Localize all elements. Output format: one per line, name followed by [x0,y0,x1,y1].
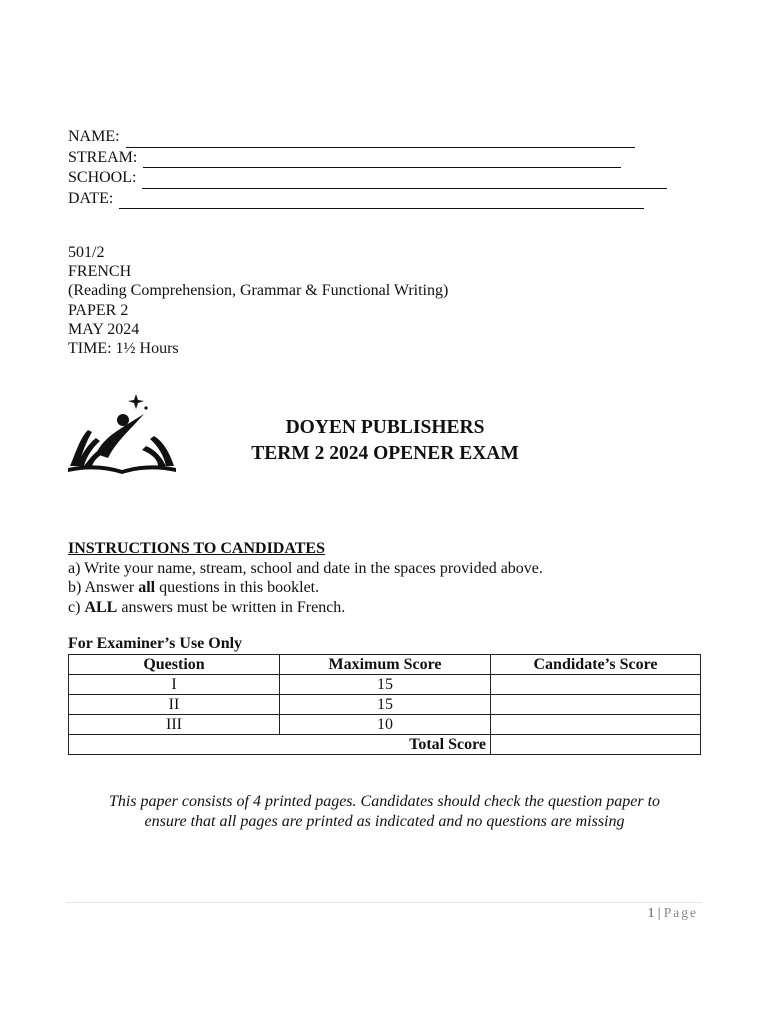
paper-number: PAPER 2 [68,301,129,319]
school-blank-line[interactable] [142,174,667,189]
instruction-c-text-end: answers must be written in French. [117,598,346,616]
name-field-row [68,127,667,148]
date-blank-line[interactable] [119,194,644,209]
candidate-score-cell[interactable] [491,675,701,695]
question-cell: II [69,695,280,715]
exam-title: TERM 2 2024 OPENER EXAM [251,443,519,464]
header-candidate-score: Candidate’s Score [491,655,701,675]
examiner-use-label: For Examiner’s Use Only [68,635,243,652]
table-row [69,715,701,735]
paper-info [68,243,448,358]
open-book-logo-icon [66,392,178,474]
page-count-note-line-1: This paper consists of 4 printed pages. Candidates should check the question paper to [108,793,661,810]
school-label: SCHOOL: [68,169,137,186]
instruction-a: a) Write your name, stream, school and date in the spaces provided above. [68,559,543,577]
instruction-c-text: c) [68,598,85,616]
header-maximum-score: Maximum Score [280,655,491,675]
page-number-value: 1 [647,905,655,920]
stream-field-row [68,148,667,169]
total-row [69,735,701,755]
date-field-row [68,189,667,210]
instruction-b [68,578,543,598]
instruction-c [68,598,543,618]
footer-divider [66,902,702,903]
date-label: DATE: [68,189,114,207]
paper-code: 501/2 [68,244,105,261]
total-score-cell[interactable] [491,735,701,755]
candidate-score-cell[interactable] [491,695,701,715]
stream-label: STREAM: [68,148,138,166]
paper-month: MAY 2024 [68,320,140,338]
page-number-separator: | [657,905,661,920]
publisher-title: DOYEN PUBLISHERS [285,417,485,438]
candidate-details [68,127,667,209]
instruction-b-text: b) Answer [68,579,139,596]
max-score-cell: 15 [280,695,491,715]
max-score-cell: 15 [280,675,491,695]
page-count-note [68,792,701,832]
header-question: Question [69,655,280,675]
school-field-row [68,168,667,189]
instruction-b-text-end: questions in this booklet. [155,579,320,596]
score-table [68,654,701,755]
max-score-cell: 10 [280,715,491,735]
instruction-b-emphasis: all [138,579,156,596]
page-number-word: Page [663,905,698,920]
total-score-label: Total Score [69,735,491,755]
table-row [69,675,701,695]
page-count-note-line-2: ensure that all pages are printed as indicated and no questions are missing [144,813,625,830]
paper-description: (Reading Comprehension, Grammar & Functional Writing) [68,282,449,300]
paper-time: TIME: 1½ Hours [68,340,179,358]
table-row [69,695,701,715]
instructions-section [68,539,543,617]
name-blank-line[interactable] [126,133,635,148]
question-cell: III [69,715,280,735]
name-label: NAME: [68,128,120,145]
stream-blank-line[interactable] [143,153,621,168]
paper-subject: FRENCH [68,263,132,281]
page-number [648,905,698,921]
score-table-header [69,655,701,675]
instruction-c-emphasis: ALL [84,598,118,616]
candidate-score-cell[interactable] [491,715,701,735]
question-cell: I [69,675,280,695]
exam-titles [230,415,540,467]
instructions-heading: INSTRUCTIONS TO CANDIDATES [68,540,325,557]
